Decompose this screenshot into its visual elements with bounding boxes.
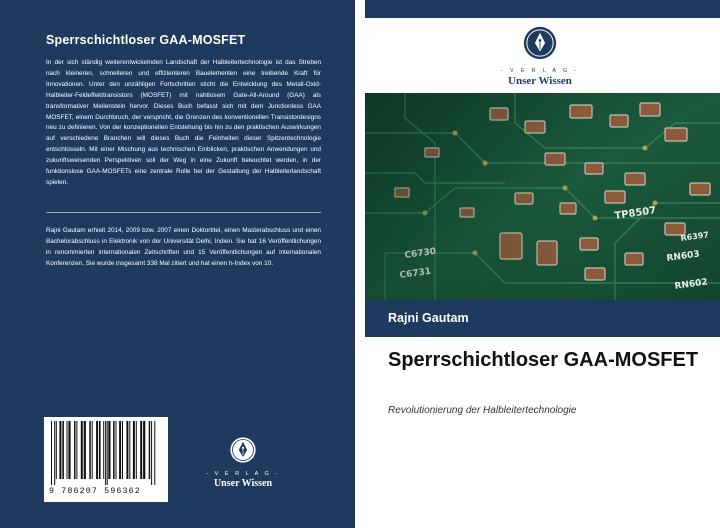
barcode-bar [84, 421, 86, 479]
barcode-bar [140, 421, 142, 479]
publisher-verlag-text: - V E R L A G - [501, 68, 579, 74]
barcode-bar [89, 421, 91, 479]
barcode-bar [116, 421, 117, 479]
publisher-logo-front [490, 26, 590, 87]
barcode-bar [107, 421, 108, 485]
publisher-name: Unser Wissen [508, 75, 572, 87]
barcode-bar [103, 421, 104, 479]
barcode-bar [126, 421, 128, 479]
barcode-bar [122, 421, 123, 479]
author-name: Rajni Gautam [388, 311, 469, 325]
barcode-bar [92, 421, 93, 479]
circuit-board-illustration [365, 93, 720, 300]
author-bio: Rajni Gautam erhielt 2014, 2009 bzw. 2007 einen Doktortitel, einen Masterabschluss und einen Bachelorabschluss in Elektronik von der Universität Delhi, Indien. Sie hat 16 Veröffentlichungen in renommierten internationalen Zeitschriften und 15 Veröffentlichungen auf internationalen Konferenzen. Sie wurde insgesamt 338 Mal zitiert und hat einen h-Index von 10. [46, 227, 321, 267]
barcode-bar [143, 421, 145, 479]
barcode-bar [105, 421, 106, 485]
barcode-bar [54, 421, 55, 485]
publisher-verlag-text: - V E R L A G - [206, 471, 280, 477]
publisher-name: Unser Wissen [213, 478, 273, 489]
front-cover [365, 0, 720, 528]
spine [355, 0, 365, 528]
barcode-bar [113, 421, 115, 479]
book-subtitle: Revolutionierung der Halbleitertechnologie [388, 405, 577, 416]
barcode-bar [56, 421, 57, 479]
barcode-bar [151, 421, 152, 485]
barcode-bar [74, 421, 76, 479]
barcode-bar [81, 421, 83, 479]
barcode-bar [99, 421, 101, 479]
publisher-logo-back [204, 436, 282, 489]
barcode-bar [133, 421, 135, 479]
barcode-bar [62, 421, 64, 479]
back-cover [0, 0, 355, 528]
barcode-bar [149, 421, 151, 479]
barcode-bar [154, 421, 155, 485]
fountain-pen-seal-icon [523, 26, 557, 60]
author-band [365, 300, 720, 337]
barcode-bar [51, 421, 52, 485]
isbn-digits: 9 786207 596362 [49, 486, 141, 496]
back-cover-blurb: In der sich ständig weiterentwickelnden Landschaft der Halbleitertechnologie ist das Streben nach kleineren, schnelleren und effizienteren Bauelementen eine treibende Kraft für Innovationen. Unter den unzähligen Fortschritten sticht die Entwicklung des Metall-Oxid-Halbleiter-Feldeffekttransistors (MOSFET) mit nahtlosem Gate-All-Around (GAA) als transformativer Meilenstein hervor. Dieses Buch befasst sich mit dem Junctionless GAA MOSFET, einem Durchbruch, der verspricht, die Grenzen des konventionellen Transistordesigns neu zu definieren. Von der konzeptionellen Entstehung bis hin zu den praktischen Auswirkungen auf verschiedene Branchen will dieses Buch die Feinheiten dieser Spitzentechnologie entschlüsseln. Mit einer Mischung aus technischen Einblicken, praktischen Anwendungen und zukunftsweisenden Perspektiven soll der Weg in eine Zukunft beleuchtet werden, in der funktionslose GAA-MOSFETs eine zentrale Rolle bei der Gestaltung der Halbleiterlandschaft spielen. [46, 59, 321, 186]
divider [46, 212, 321, 213]
barcode-bar [119, 421, 121, 479]
barcode-bar [59, 421, 61, 479]
barcode-bar [108, 421, 110, 479]
back-cover-title: Sperrschichtloser GAA-MOSFET [46, 33, 246, 47]
fountain-pen-seal-icon [229, 436, 257, 464]
barcode-bar [136, 421, 137, 479]
book-title: Sperrschichtloser GAA-MOSFET [388, 349, 699, 371]
isbn-barcode [44, 417, 168, 502]
circuit-board-image [365, 93, 720, 300]
barcode-bar [68, 421, 70, 479]
barcode-bar [67, 421, 68, 479]
barcode-bar [96, 421, 98, 479]
barcode-bar [76, 421, 77, 479]
barcode-bars [49, 421, 163, 485]
top-band [365, 0, 720, 18]
barcode-bar [129, 421, 130, 479]
